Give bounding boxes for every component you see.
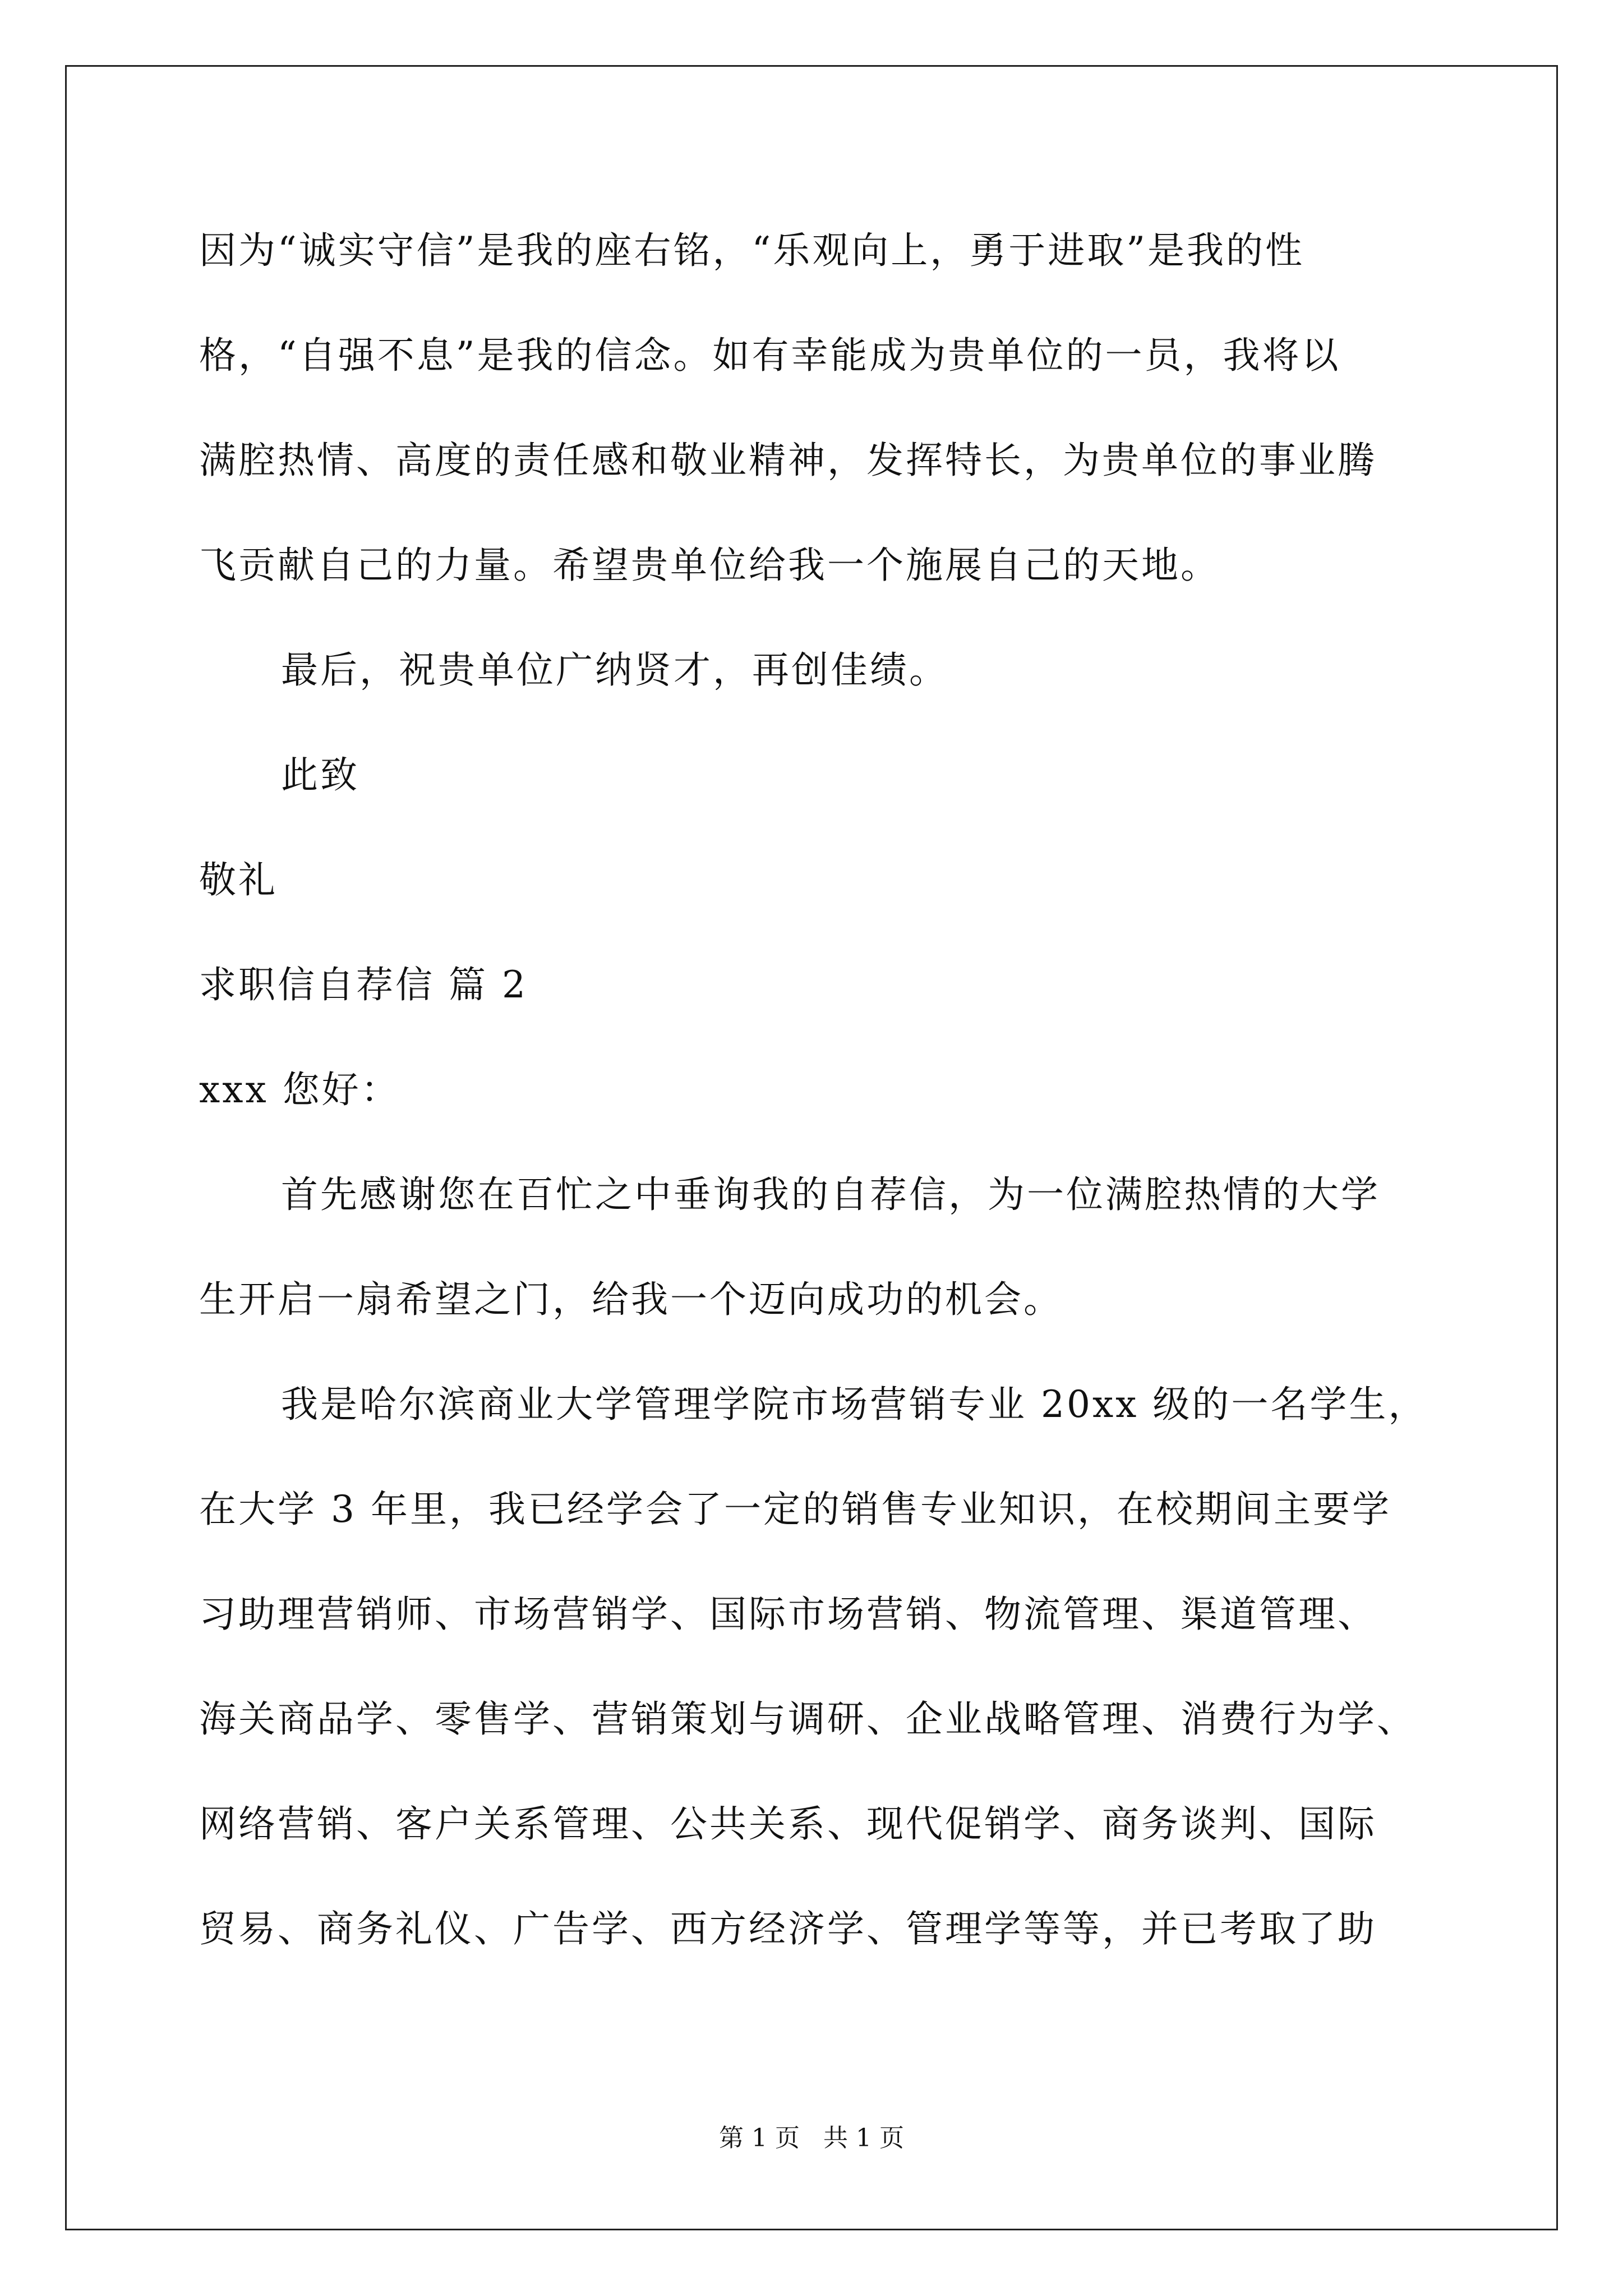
text-line-16: 网络营销、客户关系管理、公共关系、现代促销学、商务谈判、国际 xyxy=(199,1802,1377,1846)
text-line-1: 因为“诚实守信”是我的座右铭，“乐观向上，勇于进取”是我的性 xyxy=(199,229,1304,272)
text-line-17: 贸易、商务礼仪、广告学、西方经济学、管理学等等，并已考取了助 xyxy=(199,1907,1377,1950)
page-footer: 第 1 页 共 1 页 xyxy=(719,2124,904,2152)
text-line-2: 格，“自强不息”是我的信念。如有幸能成为贵单位的一员，我将以 xyxy=(199,334,1341,377)
document-body xyxy=(199,216,1455,1999)
text-line-12: 我是哈尔滨商业大学管理学院市场营销专业 20xx 级的一名学生， xyxy=(281,1383,1428,1426)
text-line-15: 海关商品学、零售学、营销策划与调研、企业战略管理、消费行为学、 xyxy=(199,1697,1416,1741)
salutation-cizhi: 此致 xyxy=(281,753,359,797)
text-line-3: 满腔热情、高度的责任感和敬业精神，发挥特长，为贵单位的事业腾 xyxy=(199,439,1377,482)
greeting: xxx 您好： xyxy=(199,1068,400,1111)
text-line-13: 在大学 3 年里，我已经学会了一定的销售专业知识，在校期间主要学 xyxy=(199,1488,1391,1531)
closing-wish: 最后，祝贵单位广纳贤才，再创佳绩。 xyxy=(281,648,948,692)
text-line-14: 习助理营销师、市场营销学、国际市场营销、物流管理、渠道管理、 xyxy=(199,1593,1377,1636)
text-line-10: 首先感谢您在百忙之中垂询我的自荐信，为一位满腔热情的大学 xyxy=(281,1173,1380,1216)
salutation-jingli: 敬礼 xyxy=(199,858,278,901)
text-line-11: 生开启一扇希望之门，给我一个迈向成功的机会。 xyxy=(199,1278,1063,1321)
section-heading: 求职信自荐信 篇 2 xyxy=(199,963,528,1006)
text-line-4: 飞贡献自己的力量。希望贵单位给我一个施展自己的天地。 xyxy=(199,544,1220,587)
